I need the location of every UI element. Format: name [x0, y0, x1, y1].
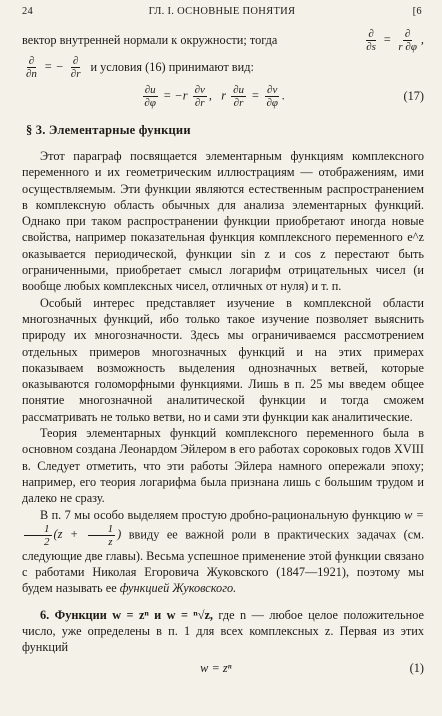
equation-1 [22, 660, 424, 676]
subsection-title: 6. Функции w = zⁿ и w = ⁿ√z, [40, 607, 213, 622]
section-ref: [6 [412, 6, 422, 17]
intro-line-1 [22, 28, 424, 53]
equation-1-number: (1) [409, 660, 424, 675]
paragraph-4-end: ввиду ее важной роли в практических задачах (см. следующие две главы). Весьма успешное применение этой функции связано с работами Николая Егоровича Жуковского (1847—1921), поэтому мы будем называть ее [22, 527, 425, 596]
paragraph-1: Этот параграф посвящается элементарным функциям комплексного переменного и их геометрическим иллюстрациям — отображениям, ими осуществляемым. Эти функции являются естественным распространением в комплексную область обычных для анализа элементарных функций. Однако при таком распространении функции приобретают иногда новые свойства, например показательная функция комплексного переменного e^z оказывается периодической, функции sin z и cos z перестают быть ограниченными, приобретает смысл логарифм отрицательных чисел (и вообще любых комплексных чисел, отличных от нуля) и т. п. [22, 149, 424, 294]
equation-17-number: (17) [403, 89, 424, 104]
paragraph-5 [22, 607, 424, 656]
paragraph-3: Теория элементарных функций комплексного переменного была в основном создана Леонардом Эйлером в его работах сороковых годов XVIII в. Следует отметить, что эти работы Эйлера намного опережали эпоху; например, его теория логарифма была признана лишь с большим трудом и далеко не сразу. [22, 426, 424, 506]
chapter-title: ГЛ. I. ОСНОВНЫЕ ПОНЯТИЯ [148, 6, 296, 17]
intro-text-2: и условия (16) принимают вид: [90, 60, 254, 75]
page-number: 24 [22, 6, 34, 17]
page-body [22, 28, 424, 676]
paragraph-2: Особый интерес представляет изучение в комплексной области многозначных функций, ибо только такое изучение позволяет выяснить природу их многозначности. Здесь мы ограничиваемся рассмотрением отдельных примеров многозначных функций и на этих примерах показываем возможность выделения однозначных ветвей, которые оказываются голоморфными функциями. Лишь в п. 25 мы введем общее понятие многозначной аналитической функции и тогда сможем рассматривать не только ветви, но и сами эти функции как аналитические. [22, 295, 424, 424]
section-title: § 3. Элементарные функции [26, 123, 191, 137]
intro-formula-1: $\frac{\partial}{\partial s}$ = $\frac{\partial}{r \partial\varphi}$ , [366, 28, 424, 53]
intro-text-1: вектор внутренней нормали к окружности; тогда [22, 33, 278, 48]
paragraph-5-text: где n — любое целое положительное число, уже определены в п. 1 для всех комплексных z. Первая из этих функций [22, 607, 424, 655]
equation-17 [22, 84, 424, 109]
intro-line-2 [22, 55, 424, 80]
paragraph-4-italic: функцией Жуковского. [119, 581, 237, 596]
joukowski-formula: w = $\frac{1}{2}$ (z + $\frac{1}{z}$ ) [22, 508, 424, 542]
intro-formula-2: $\frac{\partial}{\partial n}$ = − $\frac{\partial}{\partial r}$ [26, 55, 81, 80]
paragraph-4-start: В п. 7 мы особо выделяем простую дробно-рациональную функцию [40, 507, 401, 522]
equation-1-formula: w = zⁿ [200, 660, 232, 675]
paragraph-4 [22, 507, 424, 597]
equation-17-formula: $\frac{\partial u}{\partial\varphi}$ = −r $\frac{\partial v}{\partial r}$ , r $\frac{\partial u}{\partial r}$ = $\frac{\partial v}{\partial\varphi}$ . [144, 84, 286, 109]
running-header [22, 6, 422, 22]
